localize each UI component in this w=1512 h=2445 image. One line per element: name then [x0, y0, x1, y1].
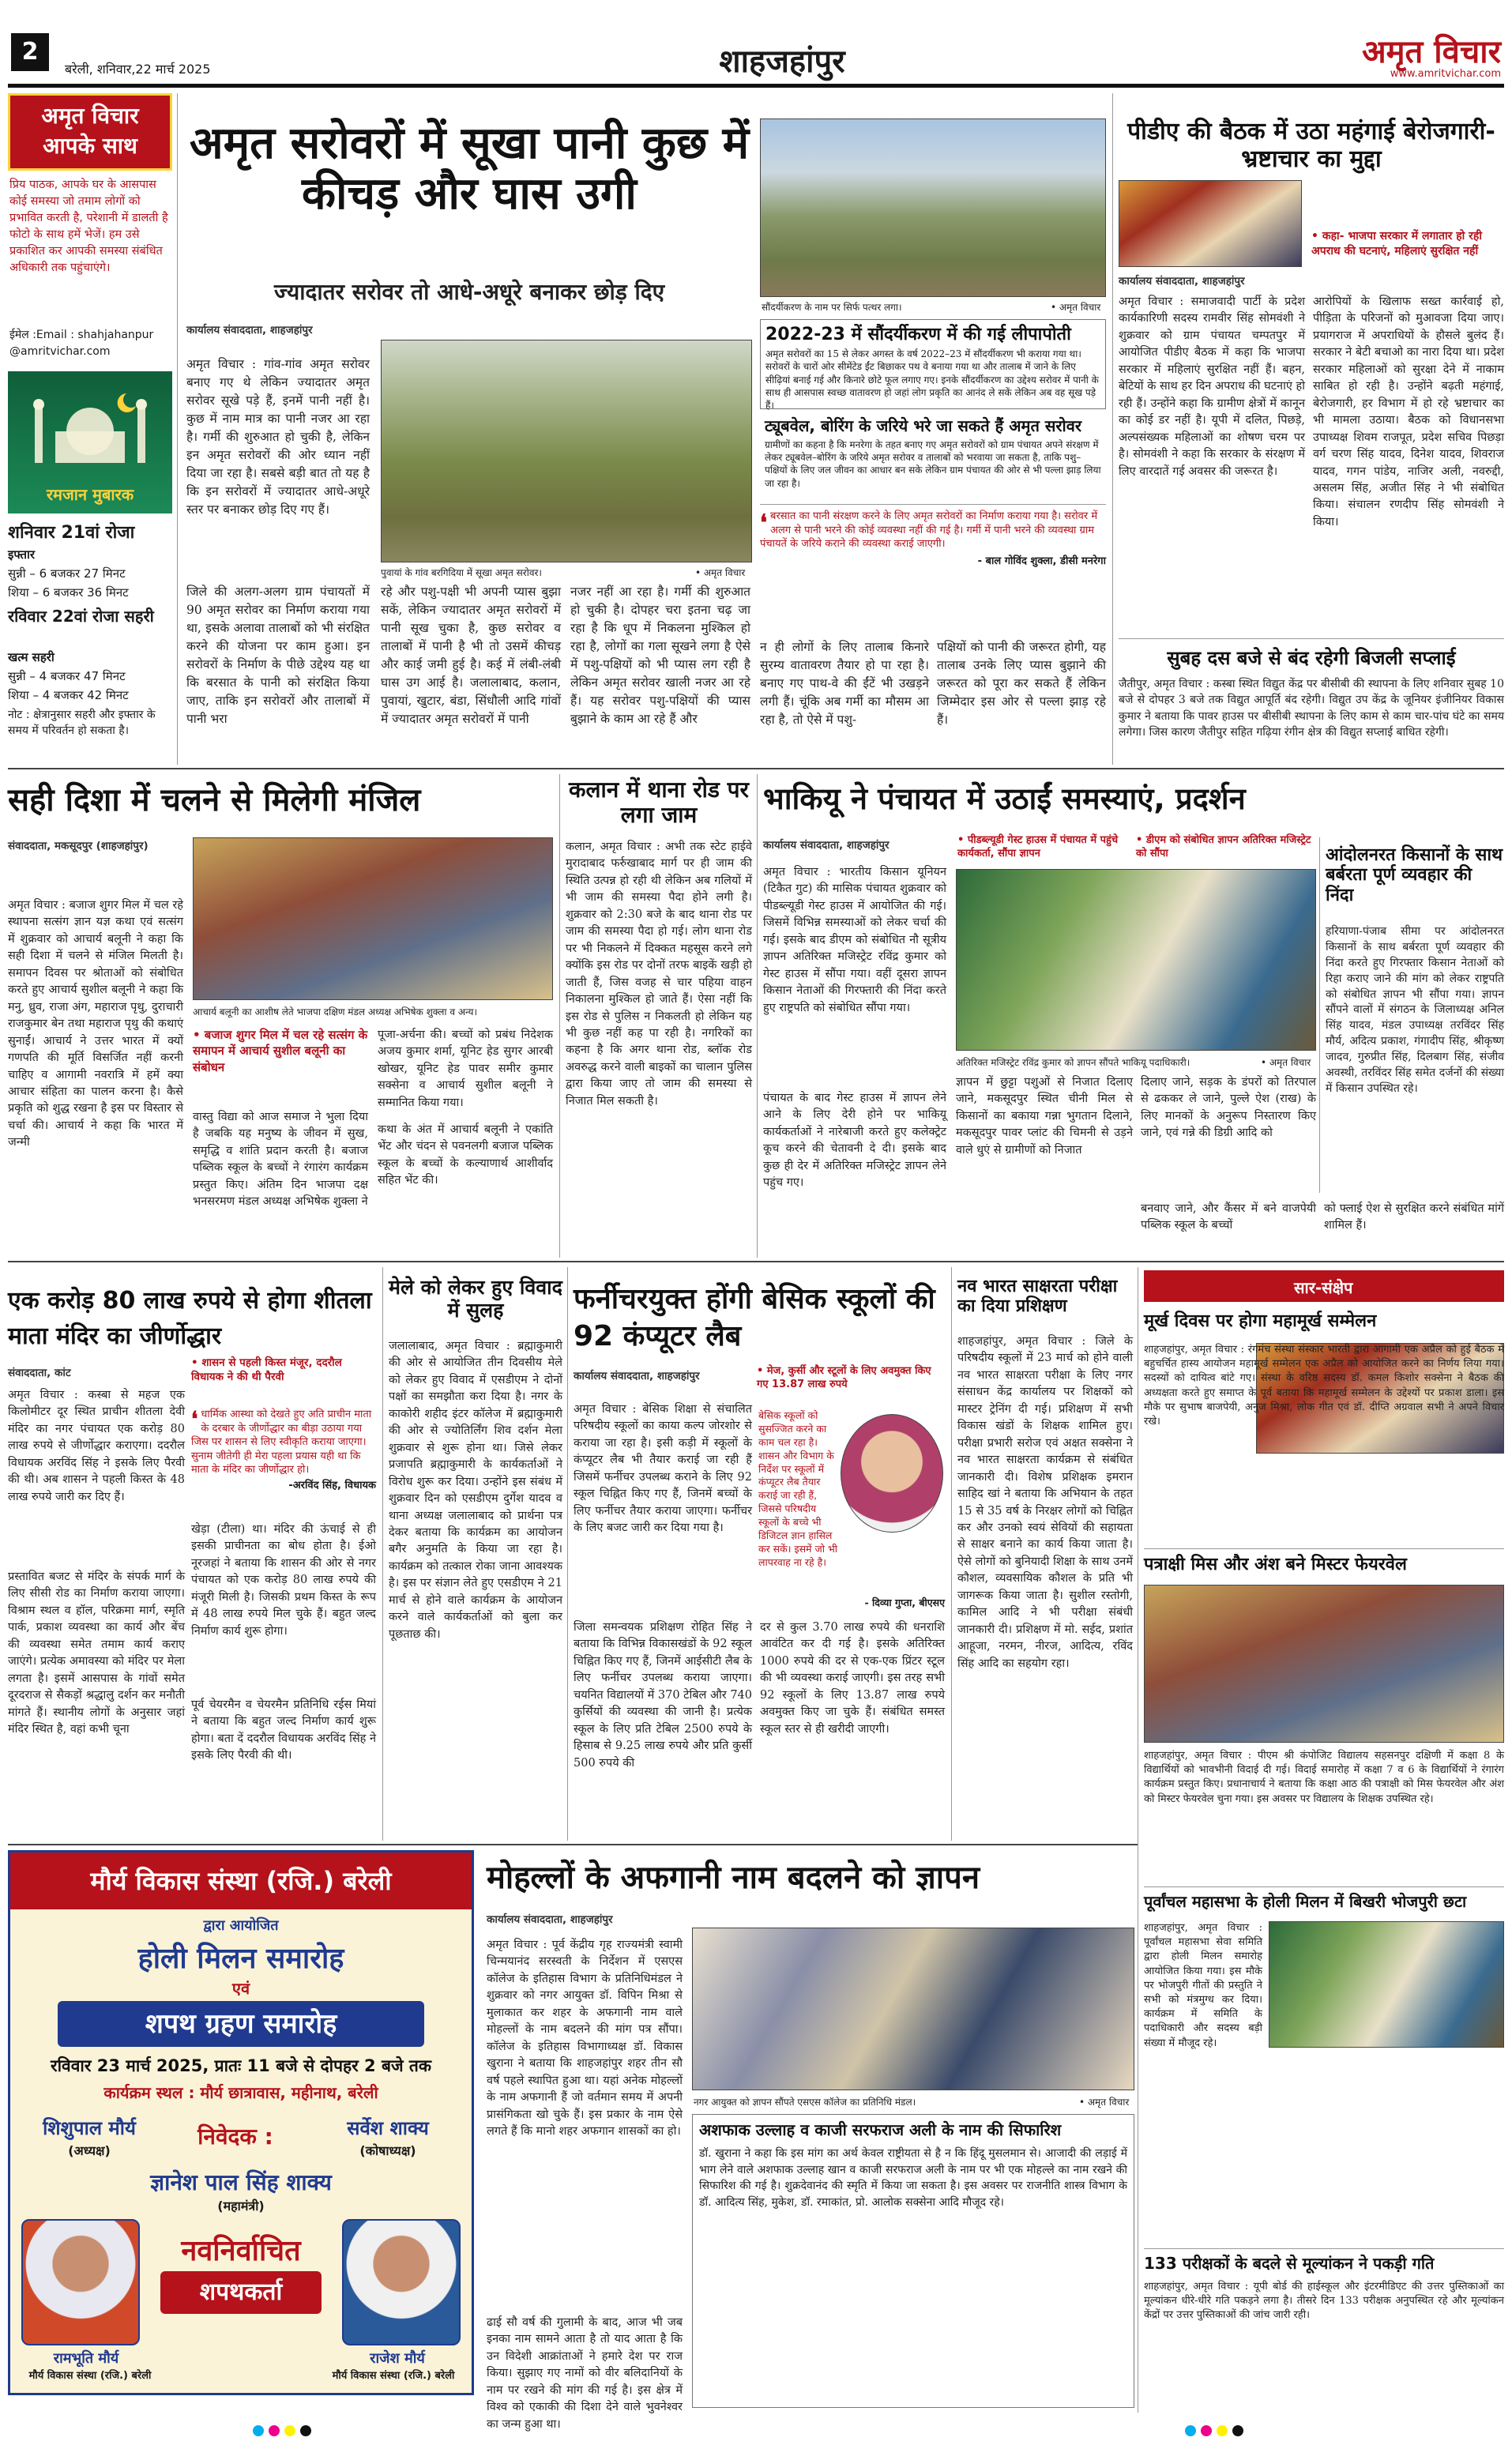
brand-url: www.amritvichar.com: [1390, 68, 1501, 80]
lead-col4: न ही लोगों के लिए तालाब किनारे सुरम्य वातावरण तैयार हो पा रहा है। बनाए गए पाथ-वे की ईंटें भी उखड़ने लगी हैं। चूंकि अब गर्मी का मौसम आ रहा है, तो ऐसे में पशु-: [760, 640, 929, 727]
ad-c2: राजेश मौर्य: [370, 2350, 425, 2367]
bhakiyu-photo-credit: • अमृत विचार: [1261, 1057, 1311, 1068]
sehri-shia: शिया – 4 बजकर 42 मिनट: [8, 688, 129, 702]
ad-org: मौर्य विकास संस्था (रजि.) बरेली: [90, 1866, 392, 1896]
protest-text: हरियाणा-पंजाब सीमा पर आंदोलनरत किसानों के साथ बर्बरता पूर्ण व्यवहार की निंदा करते हुए गिरफ्तार किसान नेताओं को रिहा कराए जाने की मांग को लेकर राष्ट्रपति को संबोधित ज्ञापन भी सौंपा गया। ज्ञापन सौंपने वालों में संगठन के जिलाध्यक्ष अनिल सिंह यादव, मंडल उपाध्यक्ष तरविंदर सिंह मौर्य, अदित्य प्रकाश, गंगादीप सिंह, श्रीकृष्ण जादव, गुरुप्रीत सिंह, दिलबाग सिंह, संजीव अवस्थी, तरविंदर सिंह समेत दर्जनों की संख्या में किसान उपस्थित रहे।: [1326, 925, 1504, 1095]
sheetla-headline: एक करोड़ 80 लाख रुपये से होगा शीतला माता मंदिर का जीर्णोद्धार: [8, 1287, 372, 1350]
ad-p2: सर्वेश शाक्य: [347, 2117, 429, 2139]
afghani-photo-caption: नगर आयुक्त को ज्ञापन सौंपते एसएस कॉलेज का प्रतिनिधि मंडल।: [694, 2097, 916, 2108]
registration-mark-cyan: [253, 2425, 264, 2436]
pda-text-1: अमृत विचार : समाजवादी पार्टी के प्रदेश कार्यकारिणी सदस्य रामवीर सिंह सोमवंशी ने शुक्रवार को ग्राम पंचायत चम्पतपुर में आयोजित पीडीए बैठक में कहा कि भाजपा सरकार में महिलाएं सुरक्षित नहीं हैं। बहन, बेटियों के साथ हर दिन अपराध की घटनाएं हो रही हैं। उन्होंने कहा कि ग्रामीण क्षेत्रों में कानून का कोई डर नहीं है। यूपी में दलित, पिछड़े, अल्पसंख्यक महिलाओं का शोषण चरम पर है। सोमवंशी ने कहा कि सरकार के संरक्षण में लिए वारदातें गई अवसर की जरूरत है।: [1119, 295, 1305, 478]
jalalabad-headline: मेले को लेकर हुए विवाद में सुलह: [389, 1276, 562, 1322]
lead-box2-head: ट्यूबवेल, बोरिंग के जरिये भरे जा सकते हैं अमृत सरोवर: [765, 416, 1082, 435]
pda-pull: • कहा- भाजपा सरकार में लगातार हो रही अपराध की घटनाएं, महिलाएं सुरक्षित नहीं: [1311, 230, 1482, 258]
lead-box1-head: 2022-23 में सौंदर्यीकरण में की गई लीपापोती: [765, 325, 1071, 344]
section-divider: [8, 1261, 1504, 1262]
quote-mark-icon: ❛: [191, 1408, 198, 1431]
ramzan-title: रमजान मुबारक: [46, 485, 134, 504]
furniture-quote-by: - दिव्या गुप्ता, बीएसए: [864, 1597, 945, 1608]
registration-mark-magenta: [269, 2425, 280, 2436]
sahi-disha-byline: संवाददाता, मकसूदपुर (शाहजहांपुर): [8, 840, 149, 852]
section-title: शाहजहांपुर: [719, 43, 845, 80]
lead-photo-2: [760, 118, 1106, 297]
mosque-icon: [8, 376, 172, 471]
lead-box1-text: अमृत सरोवरों का 15 से लेकर अगस्त के वर्ष 2022–23 में सौंदर्यीकरण भी कराया गया था। सरोवरों के चारों ओर सीमेंटेड ईंट बिछाकर पथ वे बनाया गया था और तालाब में जाने के लिए सीढ़ियां बनाई गई और किनारे छोटे फूल लगाए गए। इनके सौंदर्यीकरण का उद्देश्य सरोवर में पानी के साथ ही आसपास स्वच्छ वातावरण हो जहां लोग प्रकृति का आनंद ले सकें लेकिन अब वह सूख पड़े हैं।: [765, 348, 1099, 412]
sheetla-quote: [191, 1408, 376, 1491]
lead-col2: रहे और पशु-पक्षी भी अपनी प्यास बुझा सकें, लेकिन ज्यादातर अमृत सरोवरों में पानी सूख चुका है, कुछ सरोवर व तालाबों में पानी है भी तो उसमें कीचड़ और काई जमी हुई है। कई में लंबी-लंबी घास उग आई है। जलालाबाद, कलान, पुवायां, खुटार, बंडा, सिंधौली आदि गांवों में ज्यादातर अमृत सरोवरों में पानी: [381, 585, 561, 726]
pda-byline: कार्यालय संवाददाता, शाहजहांपुर: [1119, 275, 1245, 288]
afghani-photo: [692, 1928, 1134, 2090]
sar-h1: मूर्ख दिवस पर होगा महामूर्ख सम्मेलन: [1144, 1311, 1377, 1331]
sar-h2: पत्राक्षी मिस और अंश बने मिस्टर फेयरवेल: [1144, 1555, 1407, 1574]
sar-label: [1144, 1270, 1504, 1302]
column-divider: [951, 1267, 952, 1841]
ad-org-banner: [10, 1853, 472, 1909]
sidebar: [8, 93, 172, 765]
bhakiyu-photo: [956, 869, 1316, 1051]
pda-headline: पीडीए की बैठक में उठा महंगाई बेरोजगारी-भ्रष्टाचार का मुद्दा: [1127, 118, 1495, 173]
ad-p3-role: (महामंत्री): [217, 2199, 265, 2214]
ad-c1: रामभूति मौर्य: [53, 2350, 119, 2367]
bhakiyu-text-6: को फ्लाई ऐश से सुरक्षित करने संबंधित मांगें शामिल हैं।: [1324, 1202, 1504, 1232]
lead-quote-text: बरसात का पानी संरक्षण करने के लिए अमृत सरोवरों का निर्माण कराया गया है। सरोवर में अलग से पानी भरने की कोई व्यवस्था नहीं की गई है। गर्मी में पानी भरने की व्यवस्था ग्राम पंचायतें के जरिये कराने की व्यवस्था कराई जाएगी।: [760, 510, 1098, 551]
lead-photo-caption: पुवायां के गांव बरगिदिया में सूखा अमृत सरोवर।: [381, 567, 542, 578]
furniture-byline: कार्यालय संवाददाता, शाहजहांपुर: [574, 1370, 700, 1382]
lead-col1: अमृत विचार : गांव-गांव अमृत सरोवर बनाए गए थे लेकिन ज्यादातर अमृत सरोवर सूखे पड़े हैं, इनमें पानी नहीं है। कुछ में नाम मात्र का पानी नजर आ रहा है। गर्मी की शुरुआत हो चुकी है, लेकिन इन अमृत सरोवरों की ओर ध्यान नहीं दिया जा रहा है। सबसे बड़ी बात तो यह है कि इन सरोवरों में ज्यादातर आधे-अधूरे स्तर पर बनाकर छोड़ दिए गए हैं।: [186, 357, 370, 517]
bhakiyu-headline: भाकियू ने पंचायत में उठाईं समस्याएं, प्रदर्शन: [763, 781, 1246, 816]
furniture-text-1: अमृत विचार : बेसिक शिक्षा से संचालित परिषदीय स्कूलों का काया कल्प जोरशोर से कराया जा रहा है। इसी कड़ी में स्कूलों के कंप्यूटर लैब भी तैयार कराई जा रही हैं जिसमें फर्नीचर उपलब्ध कराने के लिए 92 स्कूल चिह्नित किए गए हैं, जिनमें बच्चों के लिए फर्नीचर तैयार कराया जाएगा। फर्नीचर के लिए बजट जारी कर दिया गया है।: [574, 1403, 752, 1535]
ad-p1-role: (अध्यक्ष): [68, 2143, 111, 2158]
ad-inviter: निवेदक :: [197, 2123, 273, 2150]
bhakiyu-text-5: बनवाए जाने, और कैंसर में बने वाजपेयी पब्लिक स्कूल के बच्चों: [1141, 1202, 1316, 1232]
ad-oath-banner: [160, 2271, 322, 2314]
column-divider: [567, 1267, 568, 1841]
bhakiyu-photo-caption: अतिरिक्त मजिस्ट्रेट रविंद्र कुमार को ज्ञापन सौंपते भाकियू पदाधिकारी।: [956, 1057, 1190, 1068]
column-divider: [382, 1267, 383, 1841]
column-divider: [559, 774, 560, 1258]
ad-c1-role: मौर्य विकास संस्था (रजि.) बरेली: [28, 2370, 152, 2382]
lead-quote-by: - बाल गोविंद शुक्ला, डीसी मनरेगा: [977, 555, 1106, 567]
sheetla-byline: संवाददाता, कांट: [8, 1367, 71, 1379]
iftar-label: इफ्तार: [8, 547, 36, 562]
sidebar-email: ईमेल :Email : shahjahanpur @amritvichar.com: [9, 329, 154, 358]
section-divider: [1119, 638, 1504, 639]
section-divider: [8, 768, 1504, 769]
sehri-label: खत्म सहरी: [8, 650, 55, 664]
ad-p3: ज्ञानेश पाल सिंह शाक्य: [150, 2169, 332, 2195]
lead-col1b: जिले की अलग-अलग ग्राम पंचायतों में 90 अमृत सरोवर का निर्माण कराया गया था, इसके अलावा तालाबों को भी संरक्षित करने की योजना पर काम हुआ। इन सरोवरों के निर्माण के पीछे उद्देश्य यह था कि बरसात के पानी को संरक्षित किया जाए, ताकि इन सरोवरों और तालाबों में पानी भरा: [186, 585, 370, 726]
sehri-sunni: सुन्नी – 4 बजकर 47 मिनट: [8, 669, 126, 683]
roza-22: रविवार 22वां रोजा सहरी: [8, 607, 154, 626]
afghani-byline: कार्यालय संवाददाता, शाहजहांपुर: [487, 1913, 613, 1926]
registration-mark-black: [300, 2425, 311, 2436]
section-divider: [1144, 2248, 1504, 2249]
ad-date: रविवार 23 मार्च 2025, प्रातः 11 बजे से दोपहर 2 बजे तक: [51, 2056, 431, 2075]
ad-event-2-banner: [58, 2001, 424, 2047]
ad-c2-role: मौर्य विकास संस्था (रजि.) बरेली: [332, 2370, 455, 2382]
furniture-quote-text: बेसिक स्कूलों को सुसज्जित करने का काम चल रहा है। शासन और विभाग के निर्देश पर स्कूलों में कंप्यूटर लैब तैयार कराई जा रही हैं, जिससे परिषदीय स्कूलों के बच्चे भी डिजिटल ज्ञान हासिल कर सकें। इसमें जो भी लापरवाह ना रहे है।: [758, 1409, 837, 1568]
ad-event-2: शपथ ग्रहण समारोह: [145, 2008, 337, 2040]
pda-text-2: आरोपियों के खिलाफ सख्त कार्रवाई हो, पीड़िता के परिजनों को मुआवजा दिया जाए। प्रयागराज में अपराधियों के हौसले बुलंद हैं। सरकार ने बेटी बचाओ का नारा दिया था। प्रदेश सरकार महिलाओं को सुरक्षा देने में नाकाम साबित हो रही है। उन्होंने बढ़ती महंगाई, बेरोजगारी, हर विभाग में हो रहे भ्रष्टाचार का भी मामला उठाया। बैठक को विधानसभा उपाध्यक्ष शिवम राजपूत, प्रदेश सचिव पिछड़ा वर्ग चरण सिंह यादव, दिनेश यादव, शिवराज यादव, गगन पांडेय, नाजिर अली, नवरुद्दी, असलम सिंह, अजीत सिंह ने भी संबोधित किया। संचालन रणदीप सिंह सोमवंशी ने किया।: [1313, 295, 1504, 528]
electricity-text: जैतीपुर, अमृत विचार : कस्बा स्थित विद्युत केंद्र पर बीसीबी की स्थापना के लिए शनिवार सुबह 10 बजे से दोपहर 3 बजे तक विद्युत आपूर्ति बंद रहेगी। विद्युत उप केंद्र के जूनियर इंजीनियर विकास कुमार ने बताया कि पावर हाउस पर बीसीबी स्थापना के लिए काम से काम चार-पांच घंटे का समय लगेगा। जिस कारण जैतीपुर सहित गढ़िया रंगीन क्षेत्र की विद्युत सप्लाई बाधित रहेगी।: [1119, 678, 1504, 739]
sar-t4: शाहजहांपुर, अमृत विचार : यूपी बोर्ड की हाईस्कूल और इंटरमीडिएट की उत्तर पुस्तिकाओं का मूल्यांकन धीरे-धीरे गति पकड़ने लगा है। तीसरे दिन 133 परीक्षक अनुपस्थित रहे और मूल्यांकन केंद्रों पर उत्तर पुस्तिकाओं की जांच जारी रही।: [1144, 2281, 1504, 2322]
sheetla-quote-text: धार्मिक आस्था को देखते हुए अति प्राचीन माता के दरबार के जीर्णोद्धार का बीड़ा उठाया गया जिस पर शासन से लिए स्वीकृति कराया जाएगा। सुनाम जीतेगी ही मेरा पहला प्रयास यही था कि माता के मंदिर का जीर्णोद्धार हो।: [191, 1409, 372, 1476]
holi-milan-ad: [8, 1850, 474, 2395]
registration-mark-cyan: [1185, 2425, 1196, 2436]
sheetla-pull: • शासन से पहली किस्त मंजूर, ददरौल विधायक ने की थी पैरवी: [191, 1356, 342, 1384]
ad-p2-role: (कोषाध्यक्ष): [359, 2143, 416, 2158]
furniture-text-2: जिला समन्वयक प्रशिक्षण रोहित सिंह ने बताया कि विभिन्न विकासखंडों के 92 स्कूल चिह्नित किए गए हैं, जिनमें आईसीटी लैब के लिए फर्नीचर उपलब्ध कराया जाएगा। चयनित विद्यालयों में 370 टेबिल और 740 कुर्सियों की व्यवस्था की जानी है। प्रत्येक स्कूल के लिए प्रति टेबिल 2500 रुपये के हिसाब से 9.25 लाख रुपये और प्रति कुर्सी 500 रुपये की: [574, 1621, 753, 1770]
bhakiyu-pull-1: • पीडब्ल्यूडी गेस्ट हाउस में पंचायत में पहुंचे कार्यकर्ता, सौंपा ज्ञापन: [957, 834, 1119, 860]
brand-logo: अमृत विचार: [1362, 34, 1501, 70]
registration-mark-yellow: [1217, 2425, 1228, 2436]
section-divider: [1144, 1886, 1504, 1887]
furniture-quote: [758, 1409, 945, 1615]
afghani-box-head: अशफाक उल्लाह व काजी सरफराज अली के नाम की सिफारिश: [699, 2120, 1062, 2139]
quote-mark-icon: ❛: [760, 510, 768, 536]
bsa-portrait: [841, 1414, 943, 1533]
ad-oath: शपथकर्ता: [199, 2278, 283, 2306]
ad-venue: कार्यक्रम स्थल : मौर्य छात्रावास, महीनाथ, बरेली: [103, 2083, 378, 2102]
ramzan-banner: [8, 371, 172, 513]
sahi-disha-text-3: वास्तु विद्या को आज समाज ने भुला दिया है जबकि यह मनुष्य के जीवन में सुख, समृद्धि व शांति प्रदान करती है। बजाज पब्लिक स्कूल के बच्चों ने रंगारंग कार्यक्रम प्रस्तुत किए। अंतिम दिन भाजपा दक्ष भनसरमण मंडल अध्यक्ष अभिषेक शुक्ला ने: [193, 1111, 368, 1209]
column-divider: [757, 774, 758, 1258]
bhakiyu-text-3: ज्ञापन में छुट्टा पशुओं से निजात दिलाए जाने, मकसूदपुर स्थित चीनी मिल से किसानों का बकाया गन्ना भुगतान दिलाने, मकसूदपुर पावर प्लांट की चिमनी से उड़ने वाले धुएं से ग्रामीणों को निजात: [956, 1076, 1133, 1157]
lead-box-1: [760, 319, 1106, 412]
sheetla-text-4: पूर्व चेयरमैन व चेयरमैन प्रतिनिधि रईस मियां ने बताया कि बहुत जल्द निर्माण कार्य शुरू होगा। बता दें ददरौल विधायक अरविंद सिंह ने इसके लिए पैरवी की थी।: [191, 1698, 376, 1762]
protest-headline: आंदोलनरत किसानों के साथ बर्बरता पूर्ण व्यवहार की निंदा: [1326, 845, 1503, 905]
sahi-disha-photo-caption: आचार्य बलूनी का आशीष लेते भाजपा दक्षिण मंडल अध्यक्ष अभिषेक शुक्ला व अन्य।: [193, 1006, 478, 1017]
sar-photo-2: [1144, 1585, 1504, 1743]
ad-new-title: नवनिर्वाचित: [181, 2235, 301, 2267]
sar-t1: शाहजहांपुर, अमृत विचार : रंगमंच संस्था संस्कार भारती द्वारा आगामी एक अप्रैल को हुई बैठक में बहुचर्चित हास्य आयोजन महामूर्ख सम्मेलन एक अप्रैल को आयोजित करने का निर्णय लिया गया। सदस्यों को दायित्व बांटे गए। संस्था के वरिष्ठ सदस्य डॉ. कमल किशोर सक्सेना ने बैठक की अध्यक्षता करते हुए समाप्त के पूर्व बताया कि महामूर्ख सम्मेलन के उद्देश्यों पर प्रकाश डाला। इस मौके पर सुभाष बाजपेयी, अनुज मिश्रा, लोक गीत एवं डॉ. दीप्ति अग्रवाल सभी ने अपने विचार रखे।: [1144, 1344, 1504, 1428]
sidebar-note: नोट : क्षेत्रानुसार सहरी और इफ्तार के समय में परिवर्तन हो सकता है।: [8, 709, 156, 737]
sar-t2: शाहजहांपुर, अमृत विचार : पीएम श्री कंपोजिट विद्यालय सहसनपुर दक्षिणी में कक्षा 8 के विद्यार्थियों को भावभीनी विदाई दी गई। विदाई समारोह में कक्षा 7 व 6 के विद्यार्थियों ने रंगारंग कार्यक्रम प्रस्तुत किए। प्रधानाचार्य ने बताया कि कक्षा आठ की पत्राक्षी को मिस फेयरवेल और अंश को मिस्टर फेयरवेल चुना गया। इस अवसर पर विद्यालय के शिक्षक उपस्थित रहे।: [1144, 1750, 1504, 1805]
lead-byline: कार्यालय संवाददाता, शाहजहांपुर: [186, 324, 313, 337]
sar-h4: 133 परीक्षकों के बदले से मूल्यांकन ने पकड़ी गति: [1144, 2254, 1435, 2273]
pda-photo: [1119, 180, 1302, 267]
lead-box2-text: ग्रामीणों का कहना है कि मनरेगा के तहत बनाए गए अमृत सरोवरों को ग्राम पंचायत अपने संरक्षण में लेकर ट्यूबवेल–बोरिंग के जरिये अमृत सरोवर व तालाबों को भरवाया जा सकता है, ताकि पशु–पक्षियों के लिए जल जीवन का आधार बन सके लेकिन ग्राम पंचायत की ओर से भी पल्ला झाड़ लिया जा रहा है।: [765, 439, 1101, 489]
lead-headline: अमृत सरोवरों में सूखा पानी कुछ में कीचड़ और घास उगी: [189, 118, 750, 220]
furniture-headline: फर्नीचरयुक्त होंगी बेसिक स्कूलों की 92 कंप्यूटर लैब: [574, 1283, 935, 1352]
lead-photo-credit: • अमृत विचार: [695, 567, 746, 578]
bhakiyu-text-4: दिलाए जाने, सड़क के डंपरों को तिरपाल से ढककर ले जाने, पुल्ले ऐश (राख) के लिए मानकों के अनुरूप निस्तारण किए जाने, एवं गन्ने की डिग्री आदि को: [1141, 1076, 1316, 1140]
iftar-sunni: सुन्नी – 6 बजकर 27 मिनट: [8, 566, 126, 581]
sheetla-quote-by: -अरविंद सिंह, विधायक: [288, 1479, 376, 1491]
sheetla-text-2: प्रस्तावित बजट से मंदिर के संपर्क मार्ग के लिए सीसी रोड का निर्माण कराया जाएगा। विश्राम स्थल व हॉल, परिक्रमा मार्ग, स्मृति पार्क, प्रकाश व्यवस्था का कार्य और बेंच की व्यवस्था समेत तमाम कार्य कराए जाएंगे। प्रत्येक अमावस्या को मंदिर पर मेला लगता है। इसमें आसपास के गांवों समेत दूरदराज से सैकड़ों श्रद्धालु दर्शन कर मनौती मांगते हैं। स्थानीय लोगों के अनुसार जहां मंदिर स्थित है, वहां कभी चूना: [8, 1570, 185, 1736]
sidebar-title-1: अमृत विचार: [41, 103, 139, 129]
sheetla-text-1: अमृत विचार : कस्बा से महज एक किलोमीटर दूर स्थित प्राचीन शीतला देवी मंदिर का नगर पंचायत एक करोड़ 80 लाख रुपये से जीर्णोद्धार कराएगा। ददरौल विधायक अरविंद सिंह ने इसके लिए पैरवी की थी। अब शासन ने पहली किस्त के 48 लाख रुपये जारी कर दिए हैं।: [8, 1389, 185, 1503]
lead-subhead: ज्यादातर सरोवर तो आधे-अधूरे बनाकर छोड़ दिए: [273, 279, 665, 305]
registration-mark-black: [1232, 2425, 1243, 2436]
saksharta-headline: नव भारत साक्षरता परीक्षा का दिया प्रशिक्षण: [957, 1277, 1118, 1317]
lead-quote: [760, 504, 1106, 567]
ad-p1: शिशुपाल मौर्य: [43, 2117, 136, 2139]
furniture-pull: • मेज, कुर्सी और स्टूलों के लिए अवमुक्त किए गए 13.87 लाख रुपये: [757, 1365, 931, 1390]
ad-portrait-2: [342, 2219, 461, 2345]
sar-photo-3: [1269, 1921, 1504, 2048]
sahi-disha-text-2: पूजा-अर्चना की। बच्चों को प्रबंध निदेशक अजय कुमार शर्मा, यूनिट हेड सुगर आरबी खोखर, यूनिट हेड पावर समीर कुमार सक्सेना व आचार्य सुशील बलूनी ने सम्मानित किया गया।: [378, 1029, 553, 1109]
electricity-headline: सुबह दस बजे से बंद रहेगी बिजली सप्लाई: [1167, 647, 1456, 669]
ad-event-1: होली मिलन समारोह: [137, 1943, 344, 1975]
afghani-headline: मोहल्लों के अफगानी नाम बदलने को ज्ञापन: [487, 1860, 980, 1896]
sar-h3: पूर्वांचल महासभा के होली मिलन में बिखरी भोजपुरी छटा: [1144, 1892, 1467, 1911]
bhakiyu-pull-2: • डीएम को संबोधित ज्ञापन अतिरिक्त मजिस्ट्रेट को सौंपा: [1136, 834, 1311, 860]
furniture-text-3: दर से कुल 3.70 लाख रुपये की धनराशि आवंटित कर दी गई है। इसके अतिरिक्त 1000 रुपये की दर से एक-एक प्रिंटर स्टूल की भी व्यवस्था कराई जाएगी। इस तरह सभी 92 स्कूलों के लिए 13.87 लाख रुपये अवमुक्त किए जा चुके हैं। संबंधित समस्त स्कूल स्तर से ही खरीदी जाएगी।: [760, 1621, 945, 1736]
bhakiyu-text-1: अमृत विचार : भारतीय किसान यूनियन (टिकैत गुट) की मासिक पंचायत शुक्रवार को पीडब्ल्यूडी गेस्ट हाउस में आयोजित की गई। जिसमें विभिन्न समस्याओं को लेकर चर्चा की गई। इसके बाद डीएम को संबोधित नौ सूत्रीय ज्ञापन अतिरिक्त मजिस्ट्रेट रविंद्र कुमार को गेस्ट हाउस में सौंपा गया। वहीं दूसरा ज्ञापन किसान नेताओं की गिरफ्तारी की निंदा करते हुए राष्ट्रपति को संबोधित सौंपा गया।: [763, 866, 946, 1014]
saksharta-text: शाहजहांपुर, अमृत विचार : जिले के परिषदीय स्कूलों में 23 मार्च को होने वाली नव भारत साक्षरता परीक्षा के लिए नगर संसाधन केंद्र कार्यालय पर शिक्षकों को मास्टर ट्रेनिंग दी गई। प्रशिक्षण में सभी विकास खंडों के शिक्षक शामिल हुए। परीक्षा प्रभारी सरोज एवं अक्षत सक्सेना ने नव भारत साक्षरता कार्यक्रम से संबंधित जानकारी दी। विशेष प्रशिक्षक इमरान साहिद खां ने बताया कि अभियान के तहत 15 से 35 वर्ष के निरक्षर लोगों को चिह्नित कर और उनको स्वयं सेवियों की सहायता से साक्षर बनाने का कार्य किया जाता है। ऐसे लोगों को बुनियादी शिक्षा के साथ उनमें कौशल, व्यवसायिक कौशल के प्रति भी जागरूक किया जाता है। सुशील रस्तोगी, कामिल आदि ने भी परीक्षा संबंधी जानकारी दी। प्रशिक्षण में मो. सईद, प्रशांत आहूजा, नरमन, नीरज, आदित्य, रविंद सिंह आदि का सहयोग रहा।: [957, 1335, 1133, 1670]
iftar-shia: शिया – 6 बजकर 36 मिनट: [8, 585, 129, 600]
section-divider: [1144, 1548, 1504, 1549]
jalalabad-text: जलालाबाद, अमृत विचार : ब्रह्माकुमारी की ओर से आयोजित तीन दिवसीय मेले को लेकर हुए विवाद में एसडीएम ने दोनों पक्षों का समझौता करा दिया है। नगर के काकोरी शहीद इंटर कॉलेज में ब्रह्माकुमारी की ओर से ज्योतिर्लिंग शिव दर्शन मेला शुक्रवार से शुरू होना था। जिसे लेकर प्रजापति ब्रह्माकुमारी के कार्यकर्ताओं ने विरोध शुरू कर दिया। उन्होंने इस संबंध में शुक्रवार दिन को एसडीएम दुर्गेश यादव व थाना अध्यक्ष जलालाबाद को प्रार्थना पत्र देकर बताया कि कार्यक्रम का आयोजन बगैर अनुमति के किया जा रहा है। कार्यक्रम को तत्काल रोका जाना आवश्यक है। इस पर संज्ञान लेते हुए एसडीएम ने 21 मार्च से होने वाले कार्यक्रम के आयोजन करने वाले कार्यकर्ताओं को बुला कर पूछताछ की।: [389, 1340, 562, 1641]
lead-col5: पक्षियों को पानी की जरूरत होगी, यह तालाब उनके लिए प्यास बुझाने की जरूरत को पूरा कर सकते हैं लेकिन जिम्मेदार इस ओर से पल्ला झाड़ रहे हैं।: [937, 640, 1106, 727]
lead-col3: नजर नहीं आ रहा है। गर्मी की शुरुआत हो चुकी है। दोपहर चरा इतना चढ़ जा रहा है कि धूप में निकलना मुश्किल हो रहा है, लोगों का गला सूखने लगा है ऐसे में पशु-पक्षियों को भी प्यास लग रही है लेकिन अमृत सरोवर खाली नजर आ रहे हैं। यह सरोवर पशु-पक्षियों की प्यास बुझाने के काम आ रहे हैं और: [570, 585, 750, 726]
sar-label-text: सार-संक्षेप: [1294, 1278, 1353, 1297]
column-divider: [1319, 837, 1320, 1193]
kalan-headline: कलान में थाना रोड पर लगा जाम: [569, 777, 749, 829]
ad-by: द्वारा आयोजित: [203, 1917, 279, 1934]
afghani-text-2: ढाई सौ वर्ष की गुलामी के बाद, आज भी जब इनका नाम सामने आता है तो याद आता है कि उन विदेशी आक्रांताओं ने हमारे देश पर राज किया। सुझाए गए नामों को वीर बलिदानियों के नाम पर रखने की मांग की गई है। इस क्षेत्र में विश्व को एकाकी की दिशा देने वाले भुवनेश्वर का जन्म हुआ था।: [487, 2316, 683, 2431]
kalan-text: कलान, अमृत विचार : अभी तक स्टेट हाईवे मुरादाबाद फर्रुखाबाद मार्ग पर ही जाम की स्थिति उत्पन्न हो रही थी लेकिन अब गलियों में भी जाम की समस्या पैदा होने लगी है। शुक्रवार को 2:30 बजे के बाद थाना रोड पर जाम की समस्या पैदा हो गई। लोग थाना रोड पर भी निकलने में दिक्कत महसूस करने लगे क्योंकि इस रोड पर दोनों तरफ बाइकें खड़ी हो जाती हैं, जिस वजह से चार पहिया वाहन निकालना मुश्किल हो जाते हैं। ऐसा नहीं कि इस रोड से पुलिस न निकलती हो लेकिन यह भी कुछ नहीं कह पा रही है। नगरिकों का कहना है कि अगर थाना रोड, ब्लॉक रोड अवरुद्ध करने वाली बाइकों का चालान पुलिस द्वारा किया जाए तो जाम की समस्या से निजात मिल सकती है।: [566, 841, 752, 1108]
column-divider: [1112, 93, 1113, 765]
lead-photo: [381, 340, 752, 562]
lead-photo2-caption: सौंदर्यीकरण के नाम पर सिर्फ पत्थर लगा।: [762, 302, 902, 313]
sahi-disha-text-4: कथा के अंत में आचार्य बलूनी ने एकांति भेंट और चंदन से पवनलगी बजाज पब्लिक स्कूल के बच्चों के कल्याणार्थ आशीर्वाद सहित भेंट की।: [378, 1123, 553, 1187]
sahi-disha-pull: • बजाज शुगर मिल में चल रहे सत्संग के समापन में आचार्य सुशील बलूनी का संबोधन: [193, 1028, 368, 1074]
ad-and: एवं: [231, 1979, 250, 1998]
sidebar-header: [8, 93, 172, 171]
dateline: बरेली, शनिवार,22 मार्च 2025: [65, 62, 211, 77]
sahi-disha-headline: सही दिशा में चलने से मिलेगी मंजिल: [8, 782, 421, 818]
sahi-disha-text-1: अमृत विचार : बजाज शुगर मिल में चल रहे स्थापना सत्संग ज्ञान यज्ञ कथा एवं सत्संग में शुक्रवार को आचार्य बलूनी ने कहा कि सही दिशा में चलने से मंजिल मिलती है। समापन दिवस पर श्रोताओं को संबोधित करते हुए आचार्य सुशील बलूनी ने कहा कि मनु, ध्रुव, राजा अंग, महाराज पृथु, दुराचारी राजकुमार बेन तथा महाराज पृथु की कथाएं सुनाईं। आचार्य ने उत्तर भारत में क्यों गणपति की मूर्ति विसर्जित नहीं करनी चाहिए व आगामी नवरात्रि में हमें क्या आचार संहिता का पालन करना है। कैसे प्रकृति को शुद्ध रखना है इस पर विस्तार से चर्चा की। आचार्य ने कहा कि भारत में जन्मी: [8, 899, 183, 1149]
sheetla-text-3: खेड़ा (टीला) था। मंदिर की ऊंचाई से ही इसकी प्राचीनता का बोध होता है। ईओ नूरजहां ने बताया कि शासन की ओर से नगर पंचायत को एक करोड़ 80 लाख रुपये की मंजूरी मिली है। जिसकी प्रथम किस्त के रूप में 48 लाख रुपये मिल चुके हैं। बहुत जल्द निर्माण कार्य शुरू होगा।: [191, 1523, 376, 1638]
registration-mark-magenta: [1201, 2425, 1212, 2436]
column-divider: [177, 93, 178, 765]
ad-portrait-1: [21, 2219, 140, 2345]
lead-photo2-credit: • अमृत विचार: [1051, 302, 1101, 313]
section-divider: [8, 1844, 1138, 1845]
afghani-text-1: अमृत विचार : पूर्व केंद्रीय गृह राज्यमंत्री स्वामी चिन्मयानंद सरस्वती के निर्देशन में एसएस कॉलेज के इतिहास विभाग के प्रतिनिधिमंडल ने शुक्रवार को नगर आयुक्त डॉ. विपिन मिश्रा से मुलाकात कर शहर के अफगानी नाम वाले मोहल्लों के नाम बदलने की मांग पत्र सौंपा। कॉलेज के इतिहास विभागाध्यक्ष डॉ. विकास खुराना ने बताया कि शाहजहांपुर शहर तीन सौ वर्ष पहले स्थापित हुआ था। यहां अनेक मोहल्लों के नाम अफगानी हैं जो वर्तमान समय में अपनी प्रासंगिकता खो चुके हैं। इस प्रकार के नाम ऐसे लगते हैं कि मानो शहर अफगान शासकों का हो।: [487, 1939, 683, 2138]
registration-mark-yellow: [284, 2425, 295, 2436]
sidebar-intro: प्रिय पाठक, आपके घर के आसपास कोई समस्या जो तमाम लोगों को प्रभावित करती है, परेशानी में डालती है फोटो के साथ हमें भेजें। हम उसे प्रकाशित कर आपकी समस्या संबंधित अधिकारी तक पहुंचाएंगे।: [9, 179, 168, 275]
sidebar-title-2: आपके साथ: [43, 133, 137, 159]
afghani-box: [692, 2114, 1134, 2408]
afghani-photo-credit: • अमृत विचार: [1079, 2097, 1130, 2108]
bhakiyu-text-2: पंचायत के बाद गेस्ट हाउस में ज्ञापन लेने आने के लिए देरी होने पर भाकियू कार्यकर्ताओं ने नारेबाजी करते हुए कलेक्ट्रेट कूच करने की चेतावनी दे दी। इसके बाद कुछ ही देर में अतिरिक्त मजिस्ट्रेट ज्ञापन लेने पहुंच गए।: [763, 1092, 946, 1190]
header-rule: [8, 84, 1504, 88]
bhakiyu-byline: कार्यालय संवाददाता, शाहजहांपुर: [763, 839, 890, 852]
page-header: [0, 0, 1512, 88]
lead-box-2: [760, 414, 1106, 498]
sar-t3: शाहजहांपुर, अमृत विचार : पूर्वांचल महासभा सेवा समिति द्वारा होली मिलन समारोह आयोजित किया गया। इस मौके पर भोजपुरी गीतों की प्रस्तुति ने सभी को मंत्रमुग्ध कर दिया। कार्यक्रम में समिति के पदाधिकारी और सदस्य बड़ी संख्या में मौजूद रहे।: [1144, 1922, 1262, 2049]
afghani-box-text: डॉ. खुराना ने कहा कि इस मांग का अर्थ केवल राष्ट्रीयता से है न कि हिंदू मुसलमान से। आजादी की लड़ाई में भाग लेने वाले अशफाक उल्लाह खान व काजी सरफराज अली के नाम पर भी एक मोहल्ले का नाम रखने की सिफारिश की गई है। शुक्रदेवानंद की स्मृति में किया जा सकता है। इस अवसर पर राजनीति शास्त्र विभाग के डॉ. आदित्य सिंह, मुकेश, डॉ. रमाकांत, प्रो. आलोक सक्सेना आदि मौजूद रहे।: [699, 2147, 1127, 2210]
page-number: 2: [11, 33, 49, 71]
sahi-disha-photo: [193, 837, 553, 1000]
roza-21: शनिवार 21वां रोजा: [8, 523, 135, 543]
